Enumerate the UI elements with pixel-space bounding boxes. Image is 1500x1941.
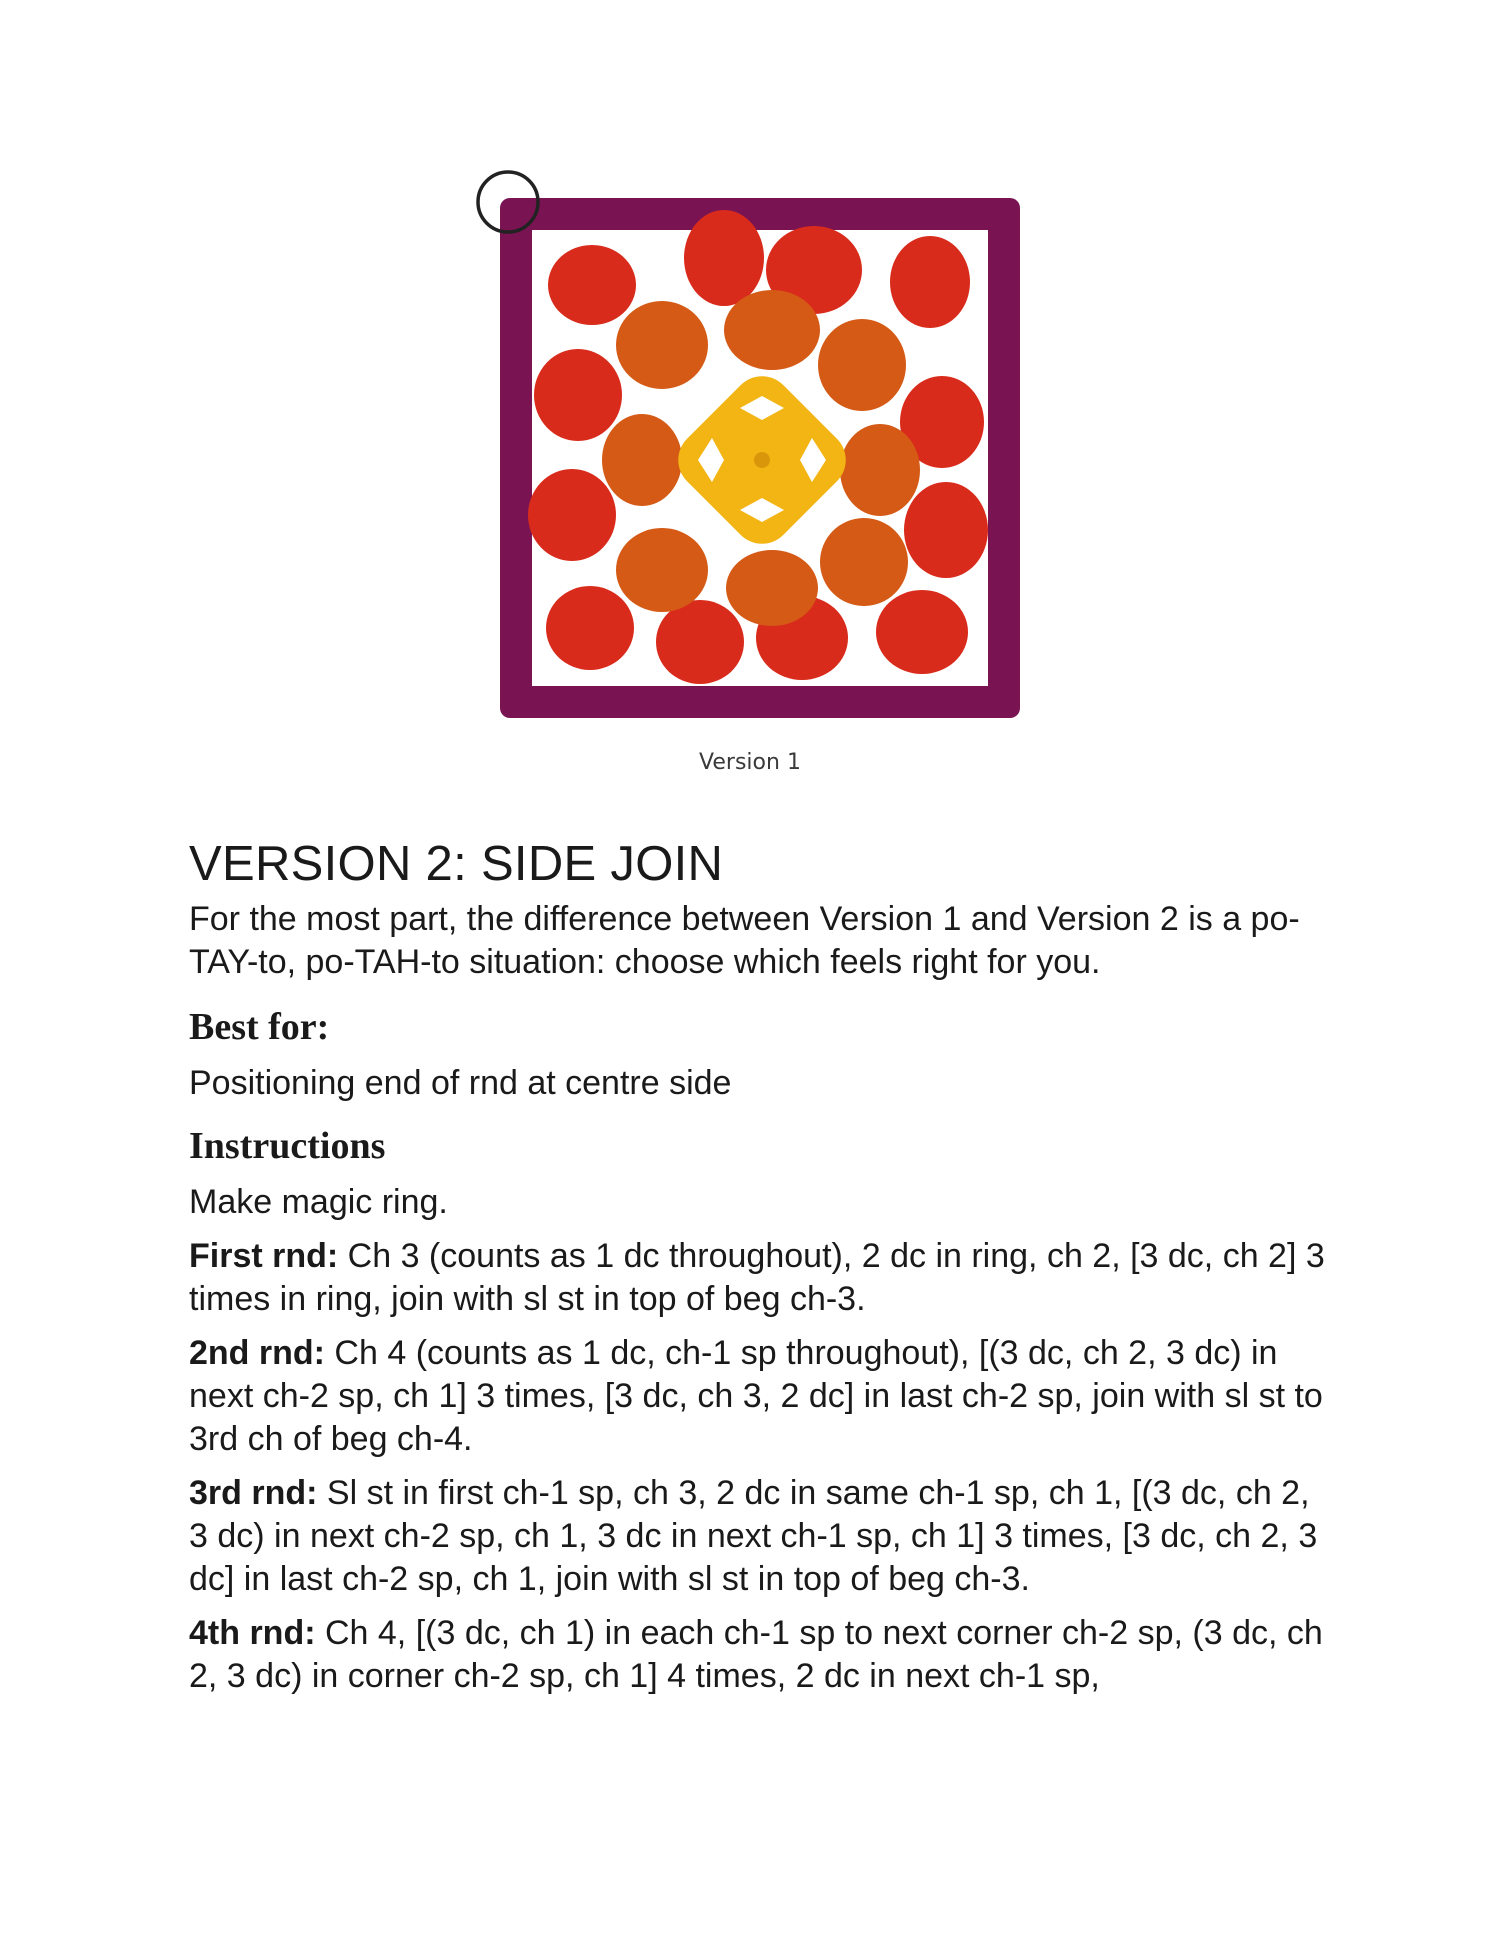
granny-square-photo xyxy=(472,170,1052,750)
step-label: 2nd rnd: xyxy=(189,1334,325,1372)
step-text: Sl st in first ch-1 sp, ch 3, 2 dc in same ch-1 sp, ch 1, [(3 dc, ch 2, 3 dc) in next ch-2 sp, ch 1, 3 dc in next ch-1 sp, ch 1] 3 times, [3 dc, ch 2, 3 dc] in last ch-2 sp, ch 1, join with sl st in top of beg ch-3. xyxy=(189,1474,1318,1598)
granny-square-illustration xyxy=(472,170,1052,750)
article-body xyxy=(189,836,1329,1709)
instruction-step xyxy=(189,1612,1329,1698)
figure-caption: Version 1 xyxy=(699,750,801,775)
instruction-step xyxy=(189,1235,1329,1321)
step-text: Ch 4 (counts as 1 dc, ch-1 sp throughout), [(3 dc, ch 2, 3 dc) in next ch-2 sp, ch 1] 3 times, [3 dc, ch 3, 2 dc] in last ch-2 sp, join with sl st to 3rd ch of beg ch-4. xyxy=(189,1334,1323,1458)
instruction-step xyxy=(189,1472,1329,1601)
section-heading: VERSION 2: SIDE JOIN xyxy=(189,837,724,891)
intro-paragraph: For the most part, the difference between Version 1 and Version 2 is a po-TAY-to, po-TAH-to situation: choose which feels right for you. xyxy=(189,900,1300,981)
step-text: Ch 3 (counts as 1 dc throughout), 2 dc in ring, ch 2, [3 dc, ch 2] 3 times in ring, join with sl st in top of beg ch-3. xyxy=(189,1237,1325,1318)
step-label: First rnd: xyxy=(189,1237,339,1275)
instructions-intro: Make magic ring. xyxy=(189,1183,448,1221)
instructions-heading: Instructions xyxy=(189,1125,386,1167)
step-label: 3rd rnd: xyxy=(189,1474,318,1512)
best-for-text: Positioning end of rnd at centre side xyxy=(189,1064,732,1102)
best-for-heading: Best for: xyxy=(189,1006,330,1048)
instruction-step xyxy=(189,1332,1329,1461)
step-text: Ch 4, [(3 dc, ch 1) in each ch-1 sp to next corner ch-2 sp, (3 dc, ch 2, 3 dc) in corner ch-2 sp, ch 1] 4 times, 2 dc in next ch-1 sp, xyxy=(189,1614,1323,1695)
step-label: 4th rnd: xyxy=(189,1614,316,1652)
